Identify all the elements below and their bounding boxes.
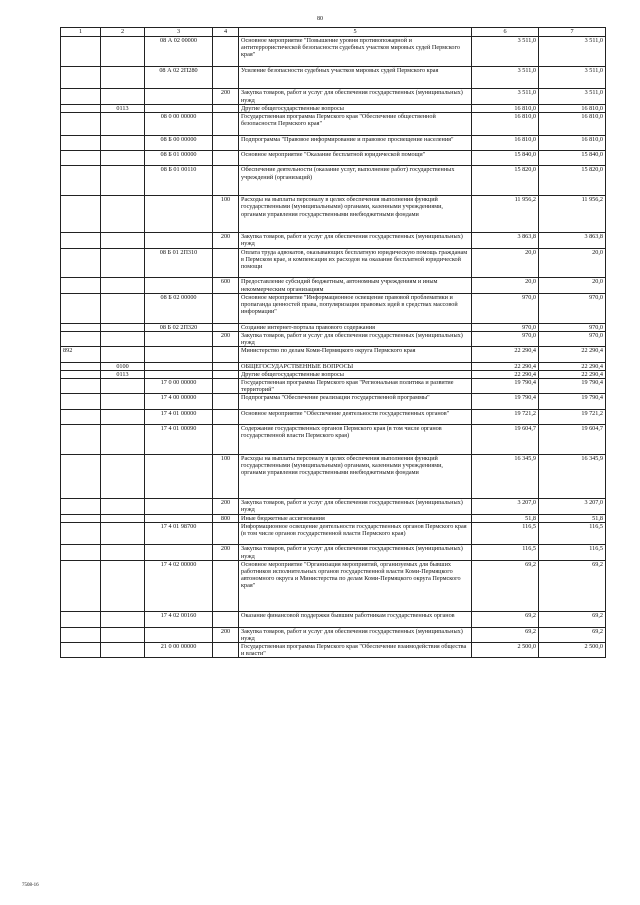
ministry-code-cell [61,233,101,248]
section-code-cell [101,612,145,627]
section-code-cell [101,89,145,104]
amount-cell: 20,0 [472,248,539,278]
ministry-code-cell [61,454,101,498]
amount-cell: 22 290,4 [472,347,539,362]
description-cell: Оплата труда адвокатов, оказывающих бесплатную юридическую помощь гражданам в Пермском крае, и компенсация их расходов на оказание бесплатной юридической помощи [239,248,472,278]
amount-cell: 3 511,0 [472,37,539,67]
column-number: 7 [539,28,606,37]
column-number: 4 [213,28,239,37]
description-cell: Закупка товаров, работ и услуг для обеспечения государственных (муниципальных) нужд [239,627,472,642]
ministry-code-cell: 892 [61,347,101,362]
description-cell: Информационное освещение деятельности государственных органов Пермского края (в том числе органов государственной власти Пермского края) [239,522,472,545]
description-cell: Другие общегосударственные вопросы [239,370,472,378]
table-row [61,514,606,522]
expense-type-cell [213,560,239,611]
ministry-code-cell [61,104,101,112]
ministry-code-cell [61,378,101,393]
amount-cell: 970,0 [472,293,539,323]
amount-cell: 970,0 [472,323,539,331]
section-code-cell [101,522,145,545]
amount-cell: 15 840,0 [539,150,606,165]
ministry-code-cell [61,135,101,150]
amount-cell: 116,5 [472,545,539,560]
target-article-cell [145,196,213,233]
section-code-cell [101,135,145,150]
amount-cell: 20,0 [472,278,539,293]
expense-type-cell [213,425,239,455]
description-cell: Основное мероприятие "Организация мероприятий, организуемых для бывших работников исполнительных органов государственной власти Коми-Пермяцкого автономного округа и Министерства по делам Коми-Пермяцкого округа Пермского края" [239,560,472,611]
target-article-cell: 08 Б 02 2П320 [145,323,213,331]
description-cell: Подпрограмма "Правовое информирование и правовое просвещение населения" [239,135,472,150]
table-row [61,113,606,136]
section-code-cell [101,331,145,346]
target-article-cell [145,104,213,112]
ministry-code-cell [61,278,101,293]
ministry-code-cell [61,89,101,104]
section-code-cell [101,454,145,498]
expense-type-cell: 100 [213,196,239,233]
table-row [61,378,606,393]
expense-type-cell: 200 [213,331,239,346]
amount-cell: 51,8 [539,514,606,522]
expense-type-cell [213,522,239,545]
description-cell: Основное мероприятие "Повышение уровня противопожарной и антитеррористической безопасности судебных участков мировых судей Пермского края" [239,37,472,67]
target-article-cell: 08 Б 01 2П310 [145,248,213,278]
target-article-cell: 08 А 02 2П280 [145,66,213,89]
description-cell: Иные бюджетные ассигнования [239,514,472,522]
section-code-cell: 0100 [101,362,145,370]
section-code-cell [101,166,145,196]
table-row [61,362,606,370]
target-article-cell: 08 0 00 00000 [145,113,213,136]
expense-type-cell [213,113,239,136]
amount-cell: 22 290,4 [539,347,606,362]
table-row [61,409,606,424]
description-cell: ОБЩЕГОСУДАРСТВЕННЫЕ ВОПРОСЫ [239,362,472,370]
column-number: 3 [145,28,213,37]
budget-table [60,27,606,658]
ministry-code-cell [61,642,101,657]
target-article-cell [145,278,213,293]
section-code-cell [101,409,145,424]
expense-type-cell [213,642,239,657]
amount-cell: 51,8 [472,514,539,522]
ministry-code-cell [61,545,101,560]
amount-cell: 116,5 [472,522,539,545]
amount-cell: 11 956,2 [472,196,539,233]
section-code-cell [101,248,145,278]
expense-type-cell [213,248,239,278]
description-cell: Основное мероприятие "Обеспечение деятельности государственных органов" [239,409,472,424]
ministry-code-cell [61,166,101,196]
table-row [61,331,606,346]
amount-cell: 19 721,2 [472,409,539,424]
expense-type-cell [213,378,239,393]
table-row [61,104,606,112]
description-cell: Расходы на выплаты персоналу в целях обеспечения выполнения функций государственными (муниципальными) органами, казенными учреждениями, органами управления государственными внебюджетными фондами [239,454,472,498]
table-row [61,394,606,409]
column-number: 6 [472,28,539,37]
target-article-cell: 08 Б 01 00110 [145,166,213,196]
section-code-cell [101,545,145,560]
amount-cell: 19 790,4 [472,378,539,393]
ministry-code-cell [61,331,101,346]
ministry-code-cell [61,522,101,545]
ministry-code-cell [61,248,101,278]
ministry-code-cell [61,196,101,233]
amount-cell: 16 810,0 [539,104,606,112]
amount-cell: 15 840,0 [472,150,539,165]
amount-cell: 16 810,0 [472,135,539,150]
description-cell: Закупка товаров, работ и услуг для обеспечения государственных (муниципальных) нужд [239,233,472,248]
target-article-cell [145,233,213,248]
target-article-cell: 17 0 00 00000 [145,378,213,393]
amount-cell: 970,0 [539,323,606,331]
description-cell: Министерство по делам Коми-Пермяцкого округа Пермского края [239,347,472,362]
amount-cell: 970,0 [472,331,539,346]
ministry-code-cell [61,409,101,424]
table-row [61,627,606,642]
section-code-cell [101,113,145,136]
amount-cell: 16 345,9 [539,454,606,498]
expense-type-cell [213,323,239,331]
description-cell: Другие общегосударственные вопросы [239,104,472,112]
table-row [61,89,606,104]
description-cell: Создание интернет-портала правового содержания [239,323,472,331]
table-row [61,370,606,378]
description-cell: Расходы на выплаты персоналу в целях обеспечения выполнения функций государственными (муниципальными) органами, казенными учреждениями, органами управления государственными внебюджетными фондами [239,196,472,233]
ministry-code-cell [61,514,101,522]
section-code-cell [101,293,145,323]
table-row [61,150,606,165]
expense-type-cell: 200 [213,233,239,248]
description-cell: Закупка товаров, работ и услуг для обеспечения государственных (муниципальных) нужд [239,499,472,514]
ministry-code-cell [61,394,101,409]
section-code-cell [101,394,145,409]
table-row [61,248,606,278]
table-row [61,323,606,331]
expense-type-cell: 200 [213,545,239,560]
target-article-cell [145,454,213,498]
expense-type-cell: 200 [213,499,239,514]
target-article-cell [145,499,213,514]
amount-cell: 15 820,0 [539,166,606,196]
section-code-cell [101,378,145,393]
amount-cell: 19 721,2 [539,409,606,424]
amount-cell: 970,0 [539,293,606,323]
section-code-cell [101,347,145,362]
expense-type-cell [213,347,239,362]
table-row [61,425,606,455]
target-article-cell: 17 4 01 98700 [145,522,213,545]
table-row [61,642,606,657]
column-number: 5 [239,28,472,37]
table-row [61,166,606,196]
amount-cell: 22 290,4 [539,370,606,378]
expense-type-cell [213,66,239,89]
ministry-code-cell [61,150,101,165]
section-code-cell [101,514,145,522]
section-code-cell [101,560,145,611]
amount-cell: 3 207,0 [472,499,539,514]
page-number: 80 [317,16,323,22]
target-article-cell: 17 4 02 00160 [145,612,213,627]
description-cell: Содержание государственных органов Пермского края (в том числе органов государственной власти Пермского края) [239,425,472,455]
amount-cell: 15 820,0 [472,166,539,196]
table-row [61,612,606,627]
ministry-code-cell [61,560,101,611]
table-row [61,233,606,248]
description-cell: Подпрограмма "Обеспечение реализации государственной программы" [239,394,472,409]
ministry-code-cell [61,425,101,455]
amount-cell: 16 810,0 [539,113,606,136]
column-number-row [61,28,606,37]
amount-cell: 16 810,0 [472,113,539,136]
table-row [61,135,606,150]
description-cell: Основное мероприятие "Информационное освещение правовой проблематики и пропаганда ценностей права, популяризация правовых идей в средствах массовой информации" [239,293,472,323]
amount-cell: 20,0 [539,278,606,293]
expense-type-cell [213,150,239,165]
description-cell: Закупка товаров, работ и услуг для обеспечения государственных (муниципальных) нужд [239,545,472,560]
description-cell: Государственная программа Пермского края "Обеспечение общественной безопасности Пермского края" [239,113,472,136]
amount-cell: 69,2 [472,612,539,627]
amount-cell: 11 956,2 [539,196,606,233]
target-article-cell: 21 0 00 00000 [145,642,213,657]
ministry-code-cell [61,370,101,378]
section-code-cell [101,66,145,89]
amount-cell: 19 604,7 [472,425,539,455]
table-row [61,560,606,611]
expense-type-cell [213,409,239,424]
amount-cell: 22 290,4 [539,362,606,370]
amount-cell: 3 511,0 [539,89,606,104]
expense-type-cell [213,362,239,370]
section-code-cell: 0113 [101,370,145,378]
target-article-cell [145,89,213,104]
amount-cell: 19 790,4 [472,394,539,409]
description-cell: Закупка товаров, работ и услуг для обеспечения государственных (муниципальных) нужд [239,89,472,104]
amount-cell: 69,2 [539,560,606,611]
expense-type-cell: 200 [213,89,239,104]
expense-type-cell [213,293,239,323]
target-article-cell [145,545,213,560]
section-code-cell [101,233,145,248]
table-row [61,66,606,89]
ministry-code-cell [61,362,101,370]
expense-type-cell: 100 [213,454,239,498]
description-cell: Предоставление субсидий бюджетным, автономным учреждениям и иным некоммерческим организациям [239,278,472,293]
table-row [61,278,606,293]
amount-cell: 3 207,0 [539,499,606,514]
amount-cell: 2 500,0 [472,642,539,657]
expense-type-cell: 800 [213,514,239,522]
section-code-cell [101,278,145,293]
amount-cell: 116,5 [539,545,606,560]
ministry-code-cell [61,323,101,331]
amount-cell: 19 790,4 [539,394,606,409]
target-article-cell [145,347,213,362]
amount-cell: 20,0 [539,248,606,278]
amount-cell: 69,2 [472,560,539,611]
amount-cell: 16 810,0 [472,104,539,112]
target-article-cell: 17 4 01 00000 [145,409,213,424]
section-code-cell [101,323,145,331]
description-cell: Закупка товаров, работ и услуг для обеспечения государственных (муниципальных) нужд [239,331,472,346]
table-row [61,522,606,545]
target-article-cell: 08 Б 00 00000 [145,135,213,150]
amount-cell: 3 863,8 [539,233,606,248]
table-row [61,545,606,560]
expense-type-cell [213,370,239,378]
table-row [61,454,606,498]
amount-cell: 3 511,0 [539,66,606,89]
description-cell: Усиление безопасности судебных участков мировых судей Пермского края [239,66,472,89]
ministry-code-cell [61,627,101,642]
description-cell: Государственная программа Пермского края "Обеспечение взаимодействия общества и власти" [239,642,472,657]
section-code-cell [101,425,145,455]
amount-cell: 22 290,4 [472,370,539,378]
expense-type-cell [213,166,239,196]
description-cell: Обеспечение деятельности (оказание услуг, выполнение работ) государственных учреждений (организаций) [239,166,472,196]
section-code-cell [101,196,145,233]
table-row [61,293,606,323]
amount-cell: 116,5 [539,522,606,545]
expense-type-cell [213,135,239,150]
section-code-cell [101,150,145,165]
amount-cell: 69,2 [539,627,606,642]
target-article-cell: 17 4 02 00000 [145,560,213,611]
expense-type-cell [213,37,239,67]
target-article-cell [145,514,213,522]
target-article-cell [145,331,213,346]
amount-cell: 3 863,8 [472,233,539,248]
section-code-cell: 0113 [101,104,145,112]
target-article-cell [145,362,213,370]
amount-cell: 69,2 [539,612,606,627]
target-article-cell [145,370,213,378]
section-code-cell [101,642,145,657]
table-row [61,499,606,514]
expense-type-cell: 200 [213,627,239,642]
ministry-code-cell [61,66,101,89]
ministry-code-cell [61,37,101,67]
section-code-cell [101,37,145,67]
target-article-cell: 17 4 01 00090 [145,425,213,455]
section-code-cell [101,499,145,514]
column-number: 2 [101,28,145,37]
ministry-code-cell [61,612,101,627]
description-cell: Оказание финансовой поддержки бывшим работникам государственных органов [239,612,472,627]
table-row [61,196,606,233]
amount-cell: 19 790,4 [539,378,606,393]
description-cell: Основное мероприятие "Оказание бесплатной юридической помощи" [239,150,472,165]
section-code-cell [101,627,145,642]
footer-code: 7508-16 [22,883,39,888]
target-article-cell: 08 Б 01 00000 [145,150,213,165]
amount-cell: 970,0 [539,331,606,346]
ministry-code-cell [61,113,101,136]
amount-cell: 3 511,0 [539,37,606,67]
amount-cell: 2 500,0 [539,642,606,657]
description-cell: Государственная программа Пермского края "Региональная политика и развитие территорий" [239,378,472,393]
amount-cell: 3 511,0 [472,66,539,89]
expense-type-cell [213,612,239,627]
expense-type-cell: 600 [213,278,239,293]
target-article-cell: 08 А 02 00000 [145,37,213,67]
ministry-code-cell [61,293,101,323]
expense-type-cell [213,104,239,112]
target-article-cell: 17 4 00 00000 [145,394,213,409]
expense-type-cell [213,394,239,409]
amount-cell: 69,2 [472,627,539,642]
target-article-cell [145,627,213,642]
target-article-cell: 08 Б 02 00000 [145,293,213,323]
table-row [61,37,606,67]
column-number: 1 [61,28,101,37]
ministry-code-cell [61,499,101,514]
amount-cell: 3 511,0 [472,89,539,104]
table-row [61,347,606,362]
amount-cell: 16 810,0 [539,135,606,150]
amount-cell: 19 604,7 [539,425,606,455]
amount-cell: 22 290,4 [472,362,539,370]
amount-cell: 16 345,9 [472,454,539,498]
